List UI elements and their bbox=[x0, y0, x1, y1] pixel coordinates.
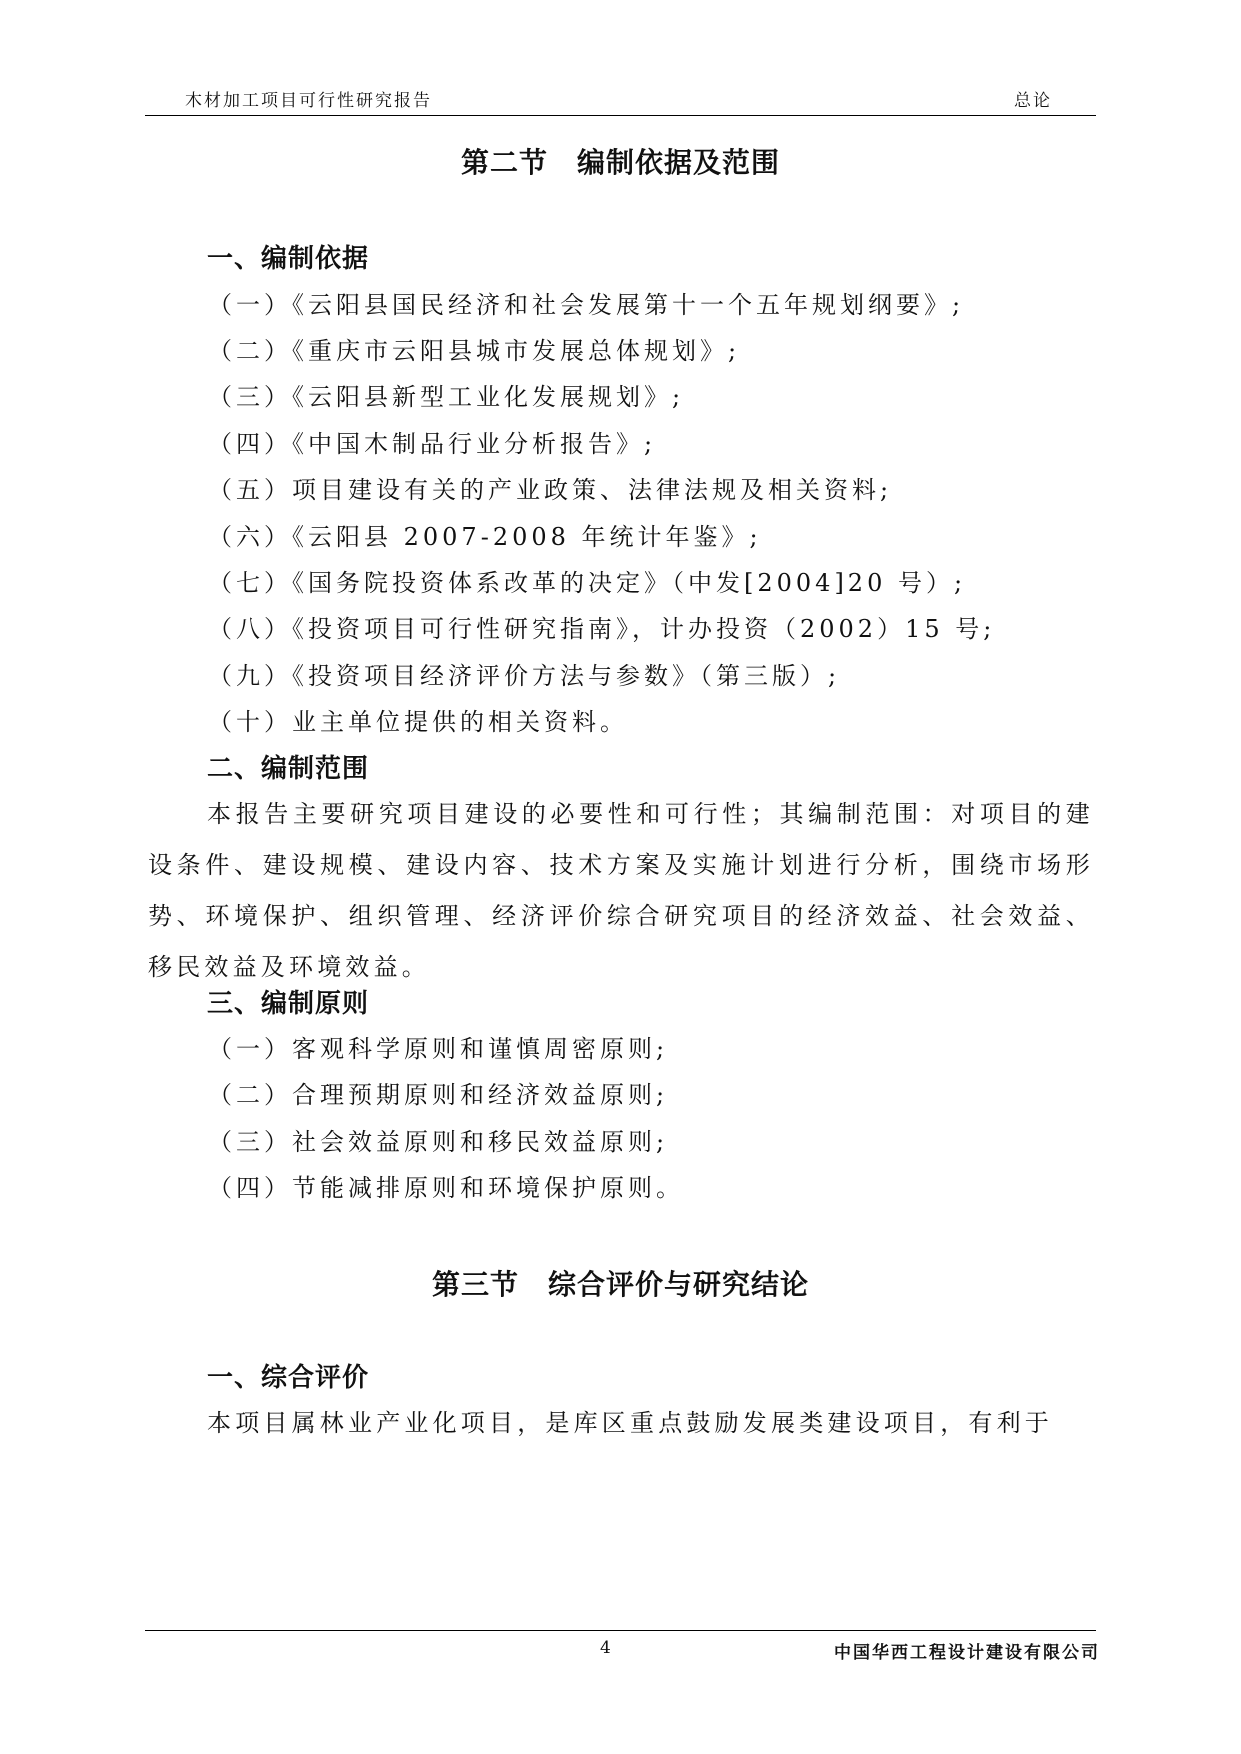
basis-item: （六）《云阳县 2007-2008 年统计年鉴》; bbox=[208, 523, 762, 551]
basis-heading: 一、编制依据 bbox=[207, 244, 370, 274]
section-2-title: 第二节 编制依据及范围 bbox=[460, 146, 780, 179]
basis-item: （三）《云阳县新型工业化发展规划》; bbox=[208, 383, 685, 411]
principle-item: （一）客观科学原则和谨慎周密原则; bbox=[208, 1035, 669, 1063]
header-chapter: 总论 bbox=[1014, 91, 1052, 111]
principles-heading: 三、编制原则 bbox=[207, 989, 370, 1019]
basis-item: （一）《云阳县国民经济和社会发展第十一个五年规划纲要》; bbox=[208, 291, 965, 319]
basis-item: （七）《国务院投资体系改革的决定》（中发[2004]20 号）; bbox=[208, 569, 967, 597]
footer-divider bbox=[145, 1630, 1096, 1631]
evaluation-heading: 一、综合评价 bbox=[207, 1363, 370, 1393]
basis-item: （二）《重庆市云阳县城市发展总体规划》; bbox=[208, 337, 741, 365]
basis-item: （九）《投资项目经济评价方法与参数》（第三版）; bbox=[208, 662, 841, 690]
section-3-title: 第三节 综合评价与研究结论 bbox=[431, 1268, 809, 1301]
footer-company: 中国华西工程设计建设有限公司 bbox=[834, 1643, 1100, 1663]
principle-item: （四）节能减排原则和环境保护原则。 bbox=[208, 1174, 684, 1202]
basis-item: （八）《投资项目可行性研究指南》，计办投资（2002）15 号; bbox=[208, 615, 996, 643]
basis-item: （四）《中国木制品行业分析报告》; bbox=[208, 430, 657, 458]
basis-item: （五）项目建设有关的产业政策、法律法规及相关资料; bbox=[208, 476, 893, 504]
page-number: 4 bbox=[600, 1638, 611, 1658]
evaluation-paragraph: 本项目属林业产业化项目，是库区重点鼓励发展类建设项目，有利于 bbox=[207, 1409, 1053, 1437]
basis-item: （十）业主单位提供的相关资料。 bbox=[208, 708, 628, 736]
scope-heading: 二、编制范围 bbox=[207, 754, 370, 784]
principle-item: （二）合理预期原则和经济效益原则; bbox=[208, 1081, 669, 1109]
header-doc-title: 木材加工项目可行性研究报告 bbox=[185, 91, 432, 111]
principle-item: （三）社会效益原则和移民效益原则; bbox=[208, 1128, 669, 1156]
scope-paragraph: 本报告主要研究项目建设的必要性和可行性；其编制范围：对项目的建设条件、建设规模、建设内容、技术方案及实施计划进行分析，围绕市场形势、环境保护、组织管理、经济评价综合研究项目的经济效益、社会效益、移民效益及环境效益。 bbox=[148, 800, 1094, 981]
header-divider bbox=[145, 115, 1096, 116]
